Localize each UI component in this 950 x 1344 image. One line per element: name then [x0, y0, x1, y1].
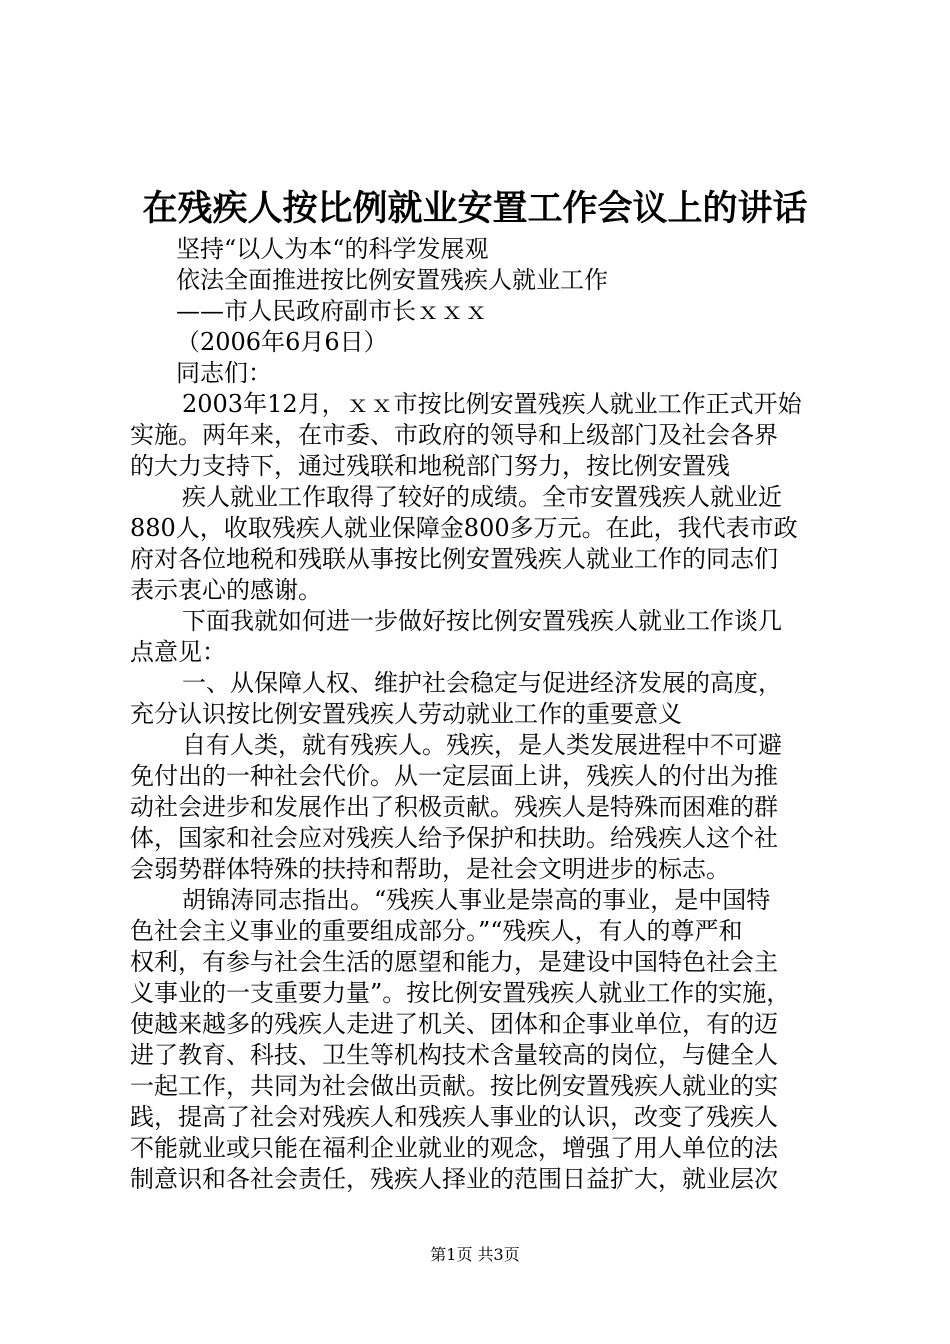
- paragraph-line: 践，提高了社会对残疾人和残疾人事业的认识，改变了残疾人: [130, 1103, 778, 1131]
- paragraph-line: 府对各位地税和残联从事按比例安置残疾人就业工作的同志们: [130, 545, 778, 573]
- page-footer: 第1页 共3页: [430, 1245, 520, 1264]
- page-title: 在残疾人按比例就业安置工作会议上的讲话: [142, 188, 808, 229]
- paragraph-line: 会弱势群体特殊的扶持和帮助，是社会文明进步的标志。: [130, 855, 730, 883]
- paragraph-line: 表示衷心的感谢。: [130, 576, 322, 604]
- paragraph-line: 2003年12月，ｘｘ市按比例安置残疾人就业工作正式开始: [182, 390, 802, 418]
- paragraph-line: 制意识和各社会责任，残疾人择业的范围日益扩大，就业层次: [130, 1165, 778, 1193]
- paragraph-line: 的大力支持下，通过残联和地税部门努力，按比例安置残: [130, 452, 730, 480]
- section-heading-line: 充分认识按比例安置残疾人劳动就业工作的重要意义: [130, 700, 682, 728]
- paragraph-line: 自有人类，就有残疾人。残疾，是人类发展进程中不可避: [182, 731, 782, 759]
- paragraph-line: 胡锦涛同志指出。“残疾人事业是崇高的事业，是中国特: [182, 886, 771, 914]
- paragraph-line: 下面我就如何进一步做好按比例安置残疾人就业工作谈几: [182, 607, 782, 635]
- date-line: （2006年6月6日）: [176, 328, 388, 356]
- salutation-line: 同志们：: [176, 359, 272, 387]
- paragraph-line: 使越来越多的残疾人走进了机关、团体和企事业单位，有的迈: [130, 1010, 778, 1038]
- paragraph-line: 不能就业或只能在福利企业就业的观念，增强了用人单位的法: [130, 1134, 778, 1162]
- paragraph-line: 实施。两年来，在市委、市政府的领导和上级部门及社会各界: [130, 421, 778, 449]
- paragraph-line: 动社会进步和发展作出了积极贡献。残疾人是特殊而困难的群: [130, 793, 778, 821]
- paragraph-line: 体，国家和社会应对残疾人给予保护和扶助。给残疾人这个社: [130, 824, 778, 852]
- section-heading-line: 一、从保障人权、维护社会稳定与促进经济发展的高度，: [182, 669, 782, 697]
- subtitle-line: 坚持“以人为本“的科学发展观: [176, 235, 489, 263]
- paragraph-line: 色社会主义事业的重要组成部分。”“残疾人，有人的尊严和: [130, 917, 743, 945]
- document-body: [130, 234, 830, 1195]
- paragraph-line: 免付出的一种社会代价。从一定层面上讲，残疾人的付出为推: [130, 762, 778, 790]
- paragraph-line: 义事业的一支重要力量”。按比例安置残疾人就业工作的实施，: [130, 979, 791, 1007]
- paragraph-line: 一起工作，共同为社会做出贡献。按比例安置残疾人就业的实: [130, 1072, 778, 1100]
- paragraph-line: 880人，收取残疾人就业保障金800多万元。在此，我代表市政: [130, 514, 798, 542]
- paragraph-line: 疾人就业工作取得了较好的成绩。全市安置残疾人就业近: [182, 483, 782, 511]
- paragraph-line: 进了教育、科技、卫生等机构技术含量较高的岗位，与健全人: [130, 1041, 778, 1069]
- speaker-line: ——市人民政府副市长ｘｘｘ: [176, 297, 488, 325]
- paragraph-line: 权利，有参与社会生活的愿望和能力，是建设中国特色社会主: [130, 948, 778, 976]
- subtitle-line: 依法全面推进按比例安置残疾人就业工作: [176, 266, 608, 294]
- paragraph-line: 点意见：: [130, 638, 226, 666]
